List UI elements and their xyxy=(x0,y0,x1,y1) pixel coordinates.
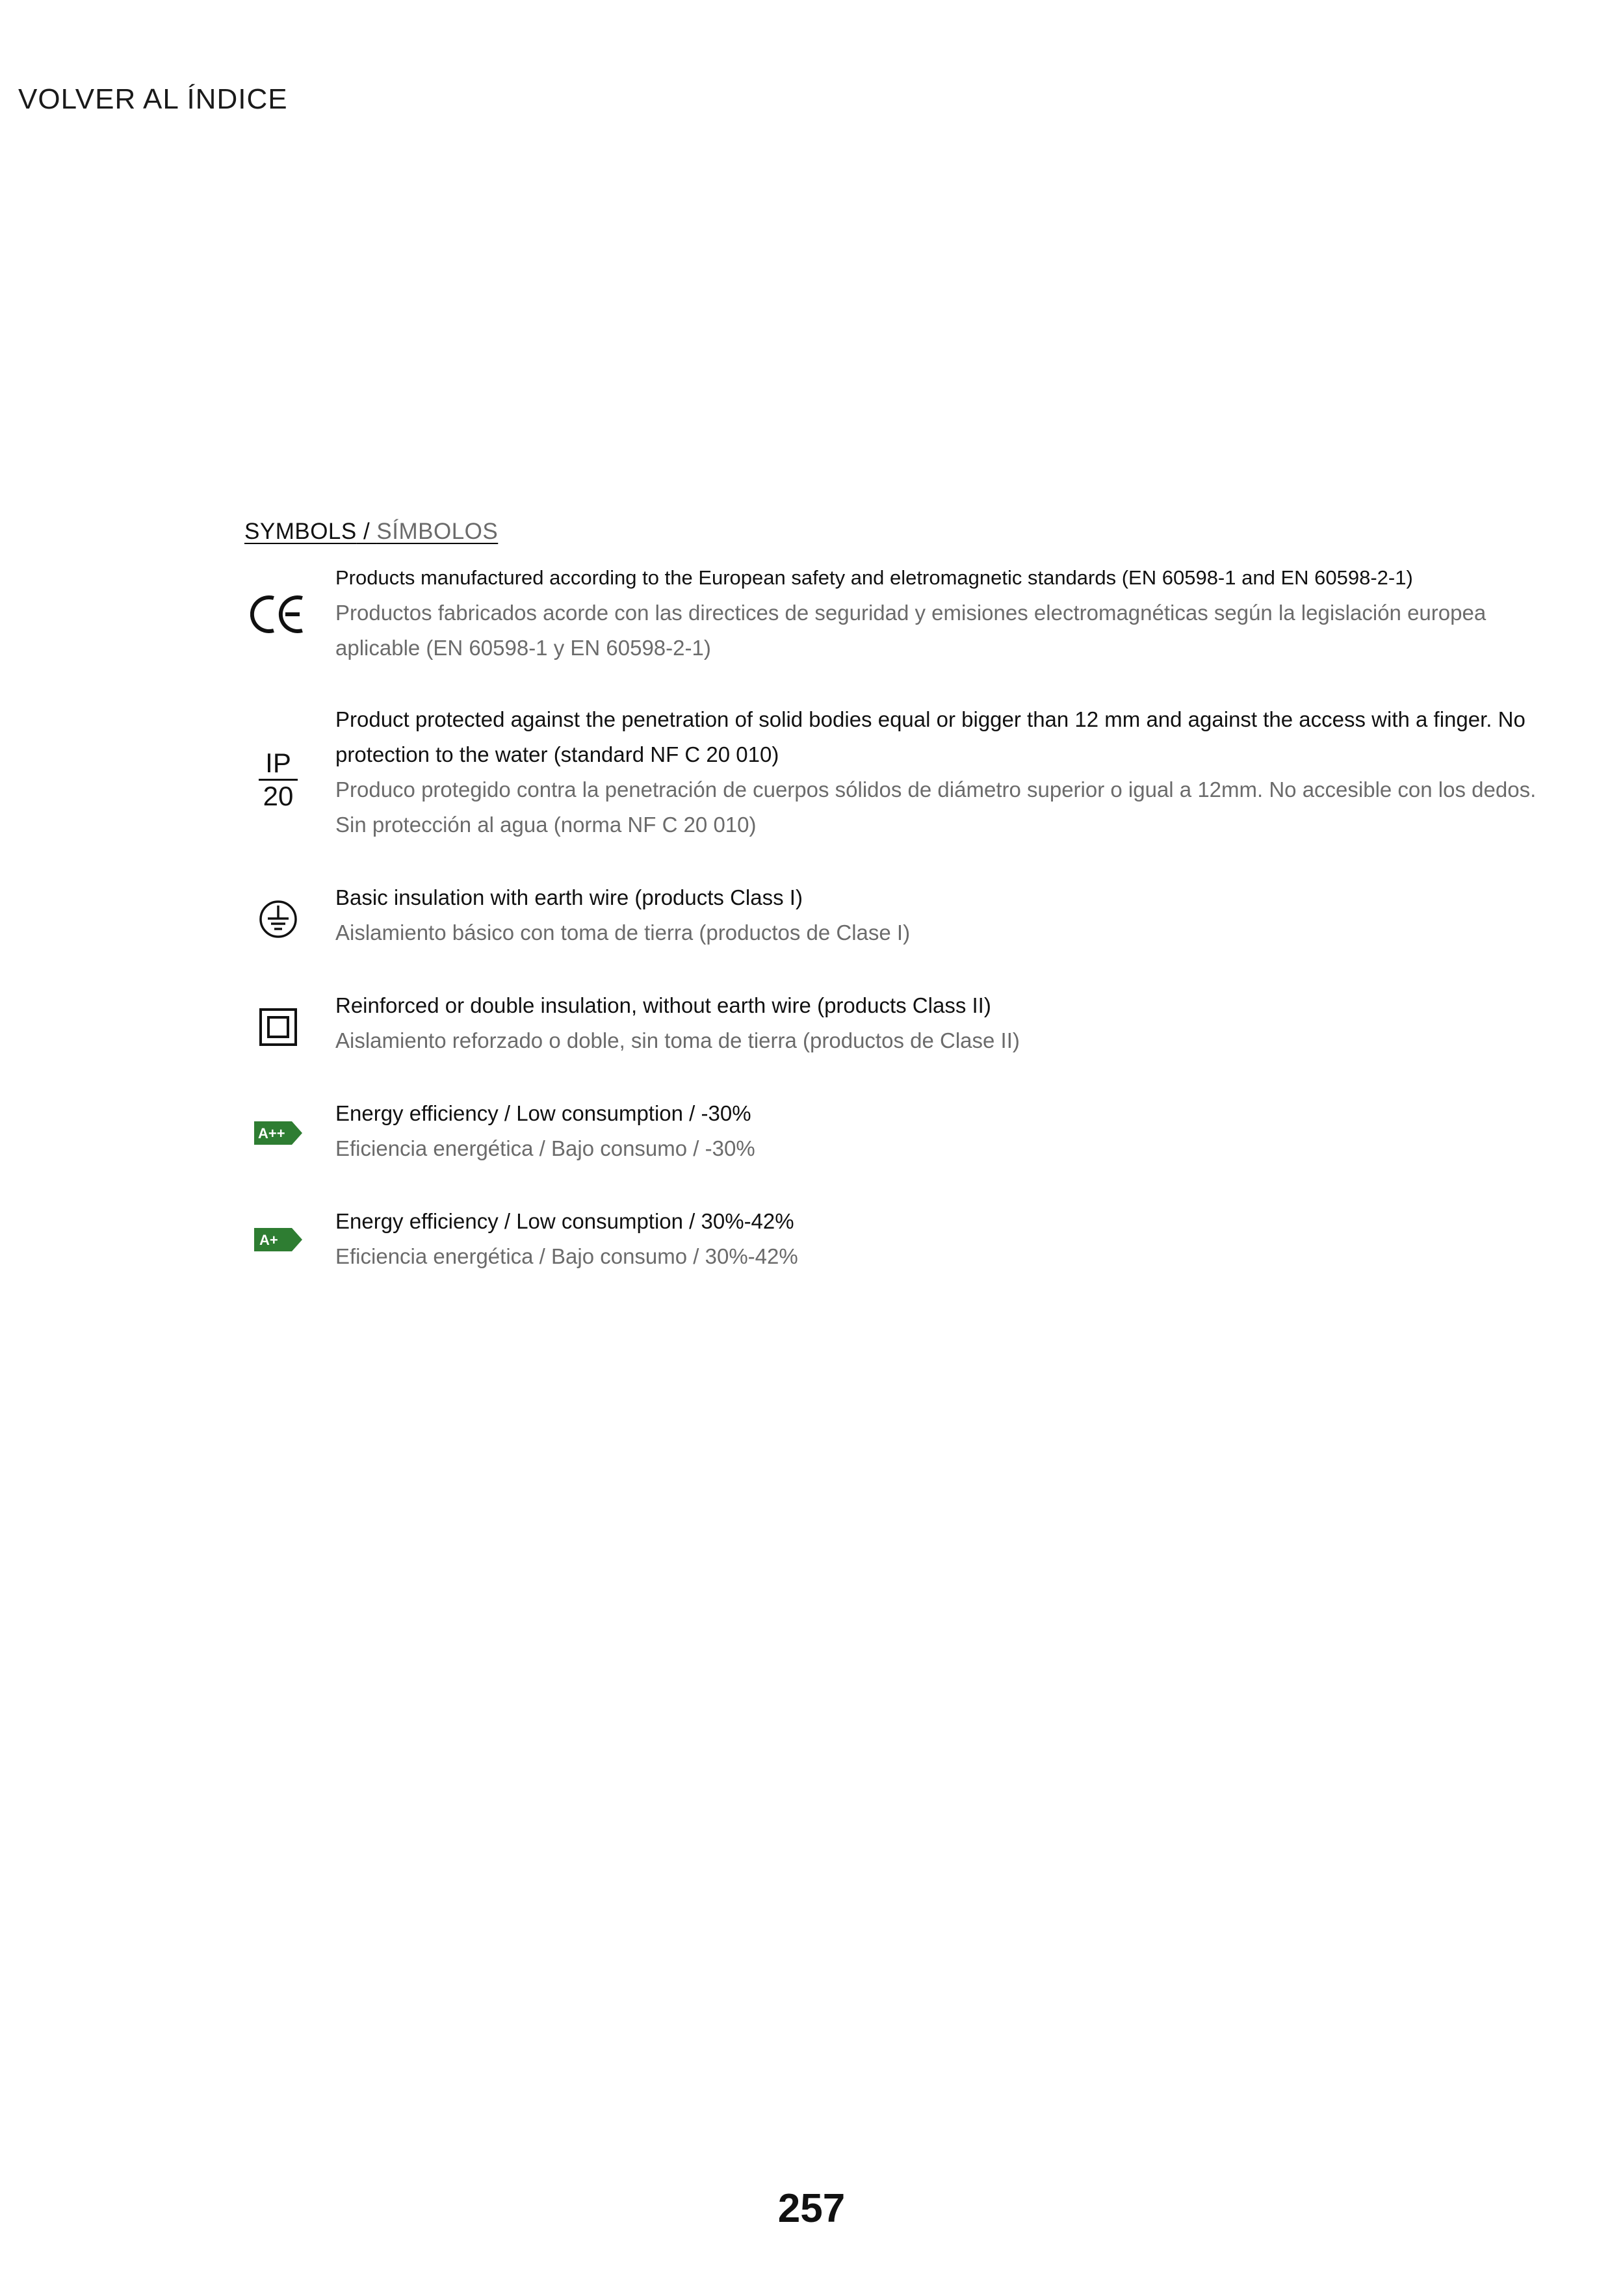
page-number: 257 xyxy=(777,2186,846,2231)
symbol-description-en: Products manufactured according to the European safety and eletromagnetic standards (EN 60598-1 and EN 60598-2-1) xyxy=(335,566,1413,589)
back-to-index-link[interactable]: VOLVER AL ÍNDICE xyxy=(18,83,288,115)
energy-label-a-plus-icon xyxy=(244,1217,312,1262)
symbol-row-class-ii xyxy=(244,988,1544,1066)
symbol-description-es: Eficiencia energética / Bajo consumo / 30%-42% xyxy=(335,1244,798,1268)
symbol-description-es: Aislamiento reforzado o doble, sin toma de tierra (productos de Clase II) xyxy=(335,1028,1020,1052)
symbol-row-a-plus-plus xyxy=(244,1096,1544,1174)
section-title-separator: / xyxy=(356,519,377,544)
symbol-text-class-i xyxy=(335,880,1544,950)
ce-mark-icon xyxy=(244,585,312,644)
section-title-es: SÍMBOLOS xyxy=(376,519,499,544)
energy-label-a-plus-plus-icon xyxy=(244,1110,312,1156)
earth-ground-icon xyxy=(244,893,312,945)
symbol-text-ip20 xyxy=(335,702,1544,842)
symbol-row-ip20 xyxy=(244,702,1544,845)
symbol-text-a-plus-plus xyxy=(335,1096,1544,1166)
ip20-icon xyxy=(244,744,312,815)
ip20-icon-top: IP xyxy=(265,747,291,778)
symbol-row-ce xyxy=(244,560,1544,671)
section-title xyxy=(244,519,498,545)
section-title-en: SYMBOLS xyxy=(244,519,357,544)
symbol-description-en: Product protected against the penetration of solid bodies equal or bigger than 12 mm and against the access with a finger. No protection to the water (standard NF C 20 010) xyxy=(335,707,1526,766)
double-insulation-icon xyxy=(244,1001,312,1053)
symbol-text-class-ii xyxy=(335,988,1544,1058)
symbol-text-a-plus xyxy=(335,1204,1544,1274)
symbol-description-es: Produco protegido contra la penetración de cuerpos sólidos de diámetro superior o igual a 12mm. No accesible con los dedos. Sin protección al agua (norma NF C 20 010) xyxy=(335,777,1537,837)
symbol-description-en: Energy efficiency / Low consumption / -30% xyxy=(335,1101,751,1125)
symbol-description-en: Basic insulation with earth wire (products Class I) xyxy=(335,885,803,909)
symbol-row-class-i xyxy=(244,880,1544,958)
energy-badge-label: A+ xyxy=(259,1232,278,1248)
symbol-description-es: Productos fabricados acorde con las directices de seguridad y emisiones electromagnéticas según la legislación europea aplicable (EN 60598-1 y EN 60598-2-1) xyxy=(335,601,1487,660)
symbol-description-es: Eficiencia energética / Bajo consumo / -30% xyxy=(335,1136,755,1160)
energy-badge-label: A++ xyxy=(258,1125,285,1141)
symbol-description-en: Reinforced or double insulation, without earth wire (products Class II) xyxy=(335,993,991,1017)
symbol-text-ce xyxy=(335,560,1544,666)
symbol-description-es: Aislamiento básico con toma de tierra (productos de Clase I) xyxy=(335,920,911,945)
symbol-description-en: Energy efficiency / Low consumption / 30%-42% xyxy=(335,1209,794,1233)
ip20-icon-bottom: 20 xyxy=(263,780,294,811)
symbol-row-a-plus xyxy=(244,1204,1544,1282)
